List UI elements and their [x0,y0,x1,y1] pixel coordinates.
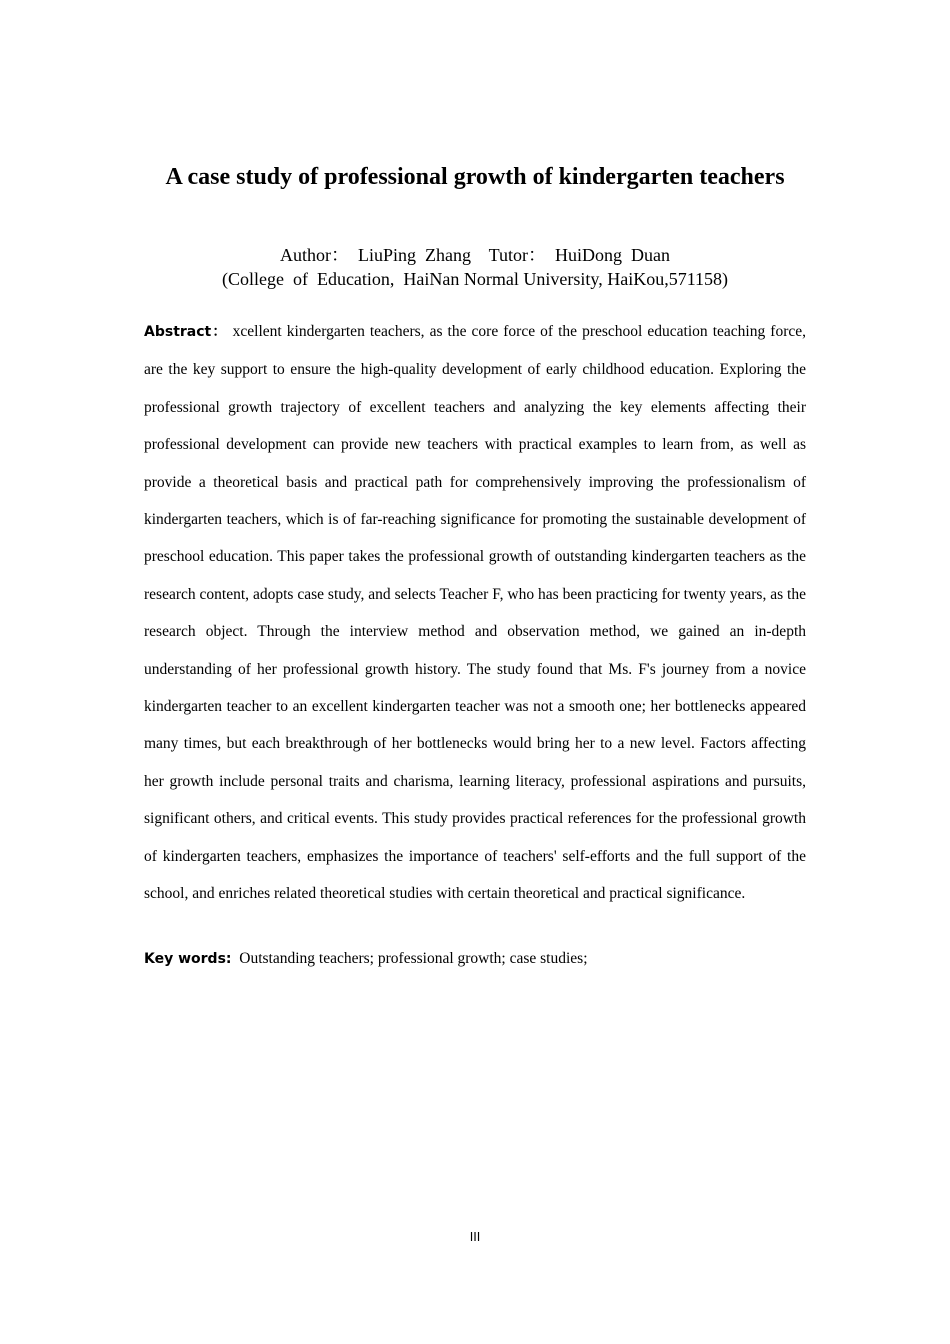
affiliation-line: (College of Education, HaiNan Normal University, HaiKou,571158) [221,269,729,289]
authors-line: Author： LiuPing Zhang Tutor： HuiDong Duan [279,245,670,265]
paper-title: A case study of professional growth of kindergarten teachers [165,164,785,190]
abstract-text: xcellent kindergarten teachers, as the core force of the preschool education teaching force, are the key support to ensure the high-quality development of early childhood education. Exploring the professional growth trajectory of excellent teachers and analyzing the key elements affecting their professional development can provide new teachers with practical examples to learn from, as well as provide a theoretical basis and practical path for comprehensively improving the professionalism of kindergarten teachers, which is of far-reaching significance for promoting the sustainable development of preschool education. This paper takes the professional growth of outstanding kindergarten teachers as the research content, adopts case study, and selects Teacher F, who has been practicing for twenty years, as the research object. Through the interview method and observation method, we gained an in-depth understanding of her professional growth history. The study found that Ms. F's journey from a novice kindergarten teacher to an excellent kindergarten teacher was not a smooth one; her bottlenecks appeared many times, but each breakthrough of her bottlenecks would bring her to a new level. Factors affecting her growth include personal traits and charisma, learning literacy, professional aspirations and pursuits, significant others, and critical events. This study provides practical references for the professional growth of kindergarten teachers, emphasizes the importance of teachers' self-efforts and the full support of the school, and enriches related theoretical studies with certain theoretical and practical significance. [144,323,806,903]
keywords-paragraph [144,947,806,971]
author-block [100,243,850,291]
page-number: III [469,1230,481,1244]
abstract-label: Abstract： [144,324,228,340]
keywords-text: Outstanding teachers; professional growth; case studies; [239,950,588,967]
abstract-paragraph [144,313,806,913]
keywords-label: Key words: [144,951,232,967]
